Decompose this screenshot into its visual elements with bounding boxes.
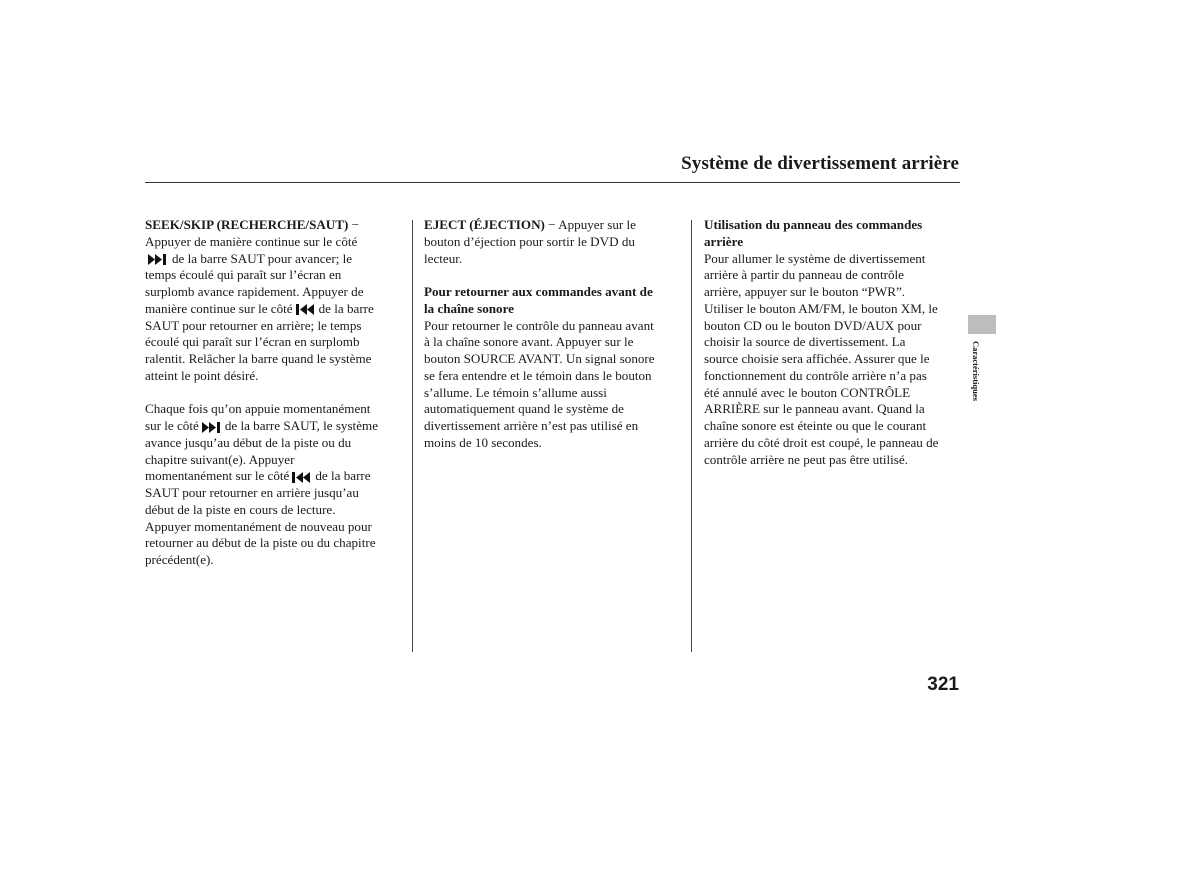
text-line: été annulé avec le bouton CONTRÔLE — [704, 384, 911, 400]
column-eject — [424, 217, 686, 452]
skip-back-icon — [292, 472, 312, 483]
text-fragment: de la barre — [315, 468, 371, 484]
heading-line — [145, 217, 407, 234]
text-line: précédent(e). — [145, 552, 214, 567]
text-line-with-icon — [145, 468, 407, 485]
text-line: se fera entendre et le témoin dans le bouton — [424, 367, 652, 383]
text-line: moins de 10 secondes. — [424, 434, 542, 450]
text-fragment: momentanément sur le côté — [145, 468, 290, 484]
text-line: Pour retourner le contrôle du panneau avant — [424, 317, 654, 333]
text-line: SAUT pour retourner en arrière jusqu’au — [145, 485, 359, 500]
text-line: source choisie sera affichée. Assurer que le — [704, 351, 930, 366]
heading-rear-panel-cont: arrière — [704, 233, 744, 249]
skip-forward-icon — [202, 422, 222, 433]
skip-back-icon — [296, 304, 316, 315]
dash: − — [548, 217, 556, 232]
text-line: contrôle arrière ne peut pas être utilisé. — [704, 451, 908, 467]
heading-front-controls-cont: la chaîne sonore — [424, 300, 514, 316]
text-line: bouton d’éjection pour sortir le DVD du — [424, 233, 635, 249]
heading-front-controls: Pour retourner aux commandes avant de — [424, 284, 653, 299]
skip-forward-icon — [148, 254, 168, 265]
column-divider — [412, 220, 413, 652]
text-line: chaîne sonore est éteinte ou que le courant — [704, 418, 927, 433]
text-line: arrière du côté droit est coupé, le panneau de — [704, 434, 939, 450]
text-line: Appuyer momentanément de nouveau pour — [145, 518, 372, 534]
text-line: Utiliser le bouton AM/FM, le bouton XM, le — [704, 300, 938, 316]
text-line: arrière, appuyer sur le bouton “PWR”. — [704, 284, 906, 299]
text-line: retourner au début de la piste ou du chapitre — [145, 535, 376, 551]
text-line: bouton SOURCE AVANT. Un signal sonore — [424, 351, 655, 366]
text-line: Chaque fois qu’on appuie momentanément — [145, 401, 371, 417]
text-line: SAUT pour retourner en arrière; le temps — [145, 317, 362, 333]
text-fragment: de la barre — [318, 300, 374, 316]
text-line: ARRIÈRE sur le panneau avant. Quand la — [704, 401, 925, 417]
dash: − — [351, 217, 360, 232]
text-line: chapitre suivant(e). Appuyer — [145, 451, 295, 467]
text-line: écoulé qui paraît sur l’écran en surplomb — [145, 334, 360, 350]
text-line: bouton CD ou le bouton DVD/AUX pour — [704, 317, 922, 333]
column-rear-panel — [704, 217, 960, 468]
text-line: automatiquement quand le système de — [424, 401, 624, 417]
title-rule — [145, 182, 960, 183]
heading-line — [424, 217, 686, 234]
text-line: à la chaîne sonore avant. Appuyer sur le — [424, 334, 634, 350]
heading-rear-panel: Utilisation du panneau des commandes — [704, 217, 923, 232]
column-seek-skip — [145, 217, 407, 569]
text-line: ralentit. Relâcher la barre quand le système — [145, 351, 372, 366]
text-line: Pour allumer le système de divertissement — [704, 250, 926, 266]
text-line-with-icon — [145, 418, 407, 435]
heading-seek-skip: SEEK/SKIP (RECHERCHE/SAUT) — [145, 217, 349, 232]
section-tab — [968, 315, 996, 334]
text-fragment: manière continue sur le côté — [145, 300, 293, 316]
text-line: arrière à partir du panneau de contrôle — [704, 267, 904, 283]
text-line: divertissement arrière n’est pas utilisé en — [424, 418, 639, 433]
text-line: atteint le point désiré. — [145, 367, 259, 383]
text-line: temps écoulé qui paraît sur l’écran en — [145, 267, 342, 283]
text-fragment: de la barre SAUT, le système — [224, 418, 379, 433]
text-line: avance jusqu’au début de la piste ou du — [145, 434, 352, 450]
text-fragment: Appuyer sur le — [558, 217, 636, 232]
column-divider — [691, 220, 692, 652]
text-line: surplomb avance rapidement. Appuyer de — [145, 284, 364, 299]
text-line-with-icon — [145, 251, 407, 268]
page-title: Système de divertissement arrière — [681, 153, 959, 174]
text-line-with-icon — [145, 301, 407, 318]
page-number: 321 — [927, 674, 959, 695]
text-line: début de la piste en cours de lecture. — [145, 501, 336, 517]
text-line: lecteur. — [424, 250, 463, 266]
text-line: fonctionnement du contrôle arrière n’a pas — [704, 367, 927, 383]
section-label: Caractéristiques — [971, 341, 981, 401]
heading-eject: EJECT (ÉJECTION) — [424, 217, 545, 232]
text-line: s’allume. Le témoin s’allume aussi — [424, 384, 607, 400]
text-line: Appuyer de manière continue sur le côté — [145, 233, 358, 249]
text-line: choisir la source de divertissement. La — [704, 334, 906, 350]
text-fragment: sur le côté — [145, 418, 199, 433]
text-fragment: de la barre SAUT pour avancer; le — [172, 250, 353, 266]
